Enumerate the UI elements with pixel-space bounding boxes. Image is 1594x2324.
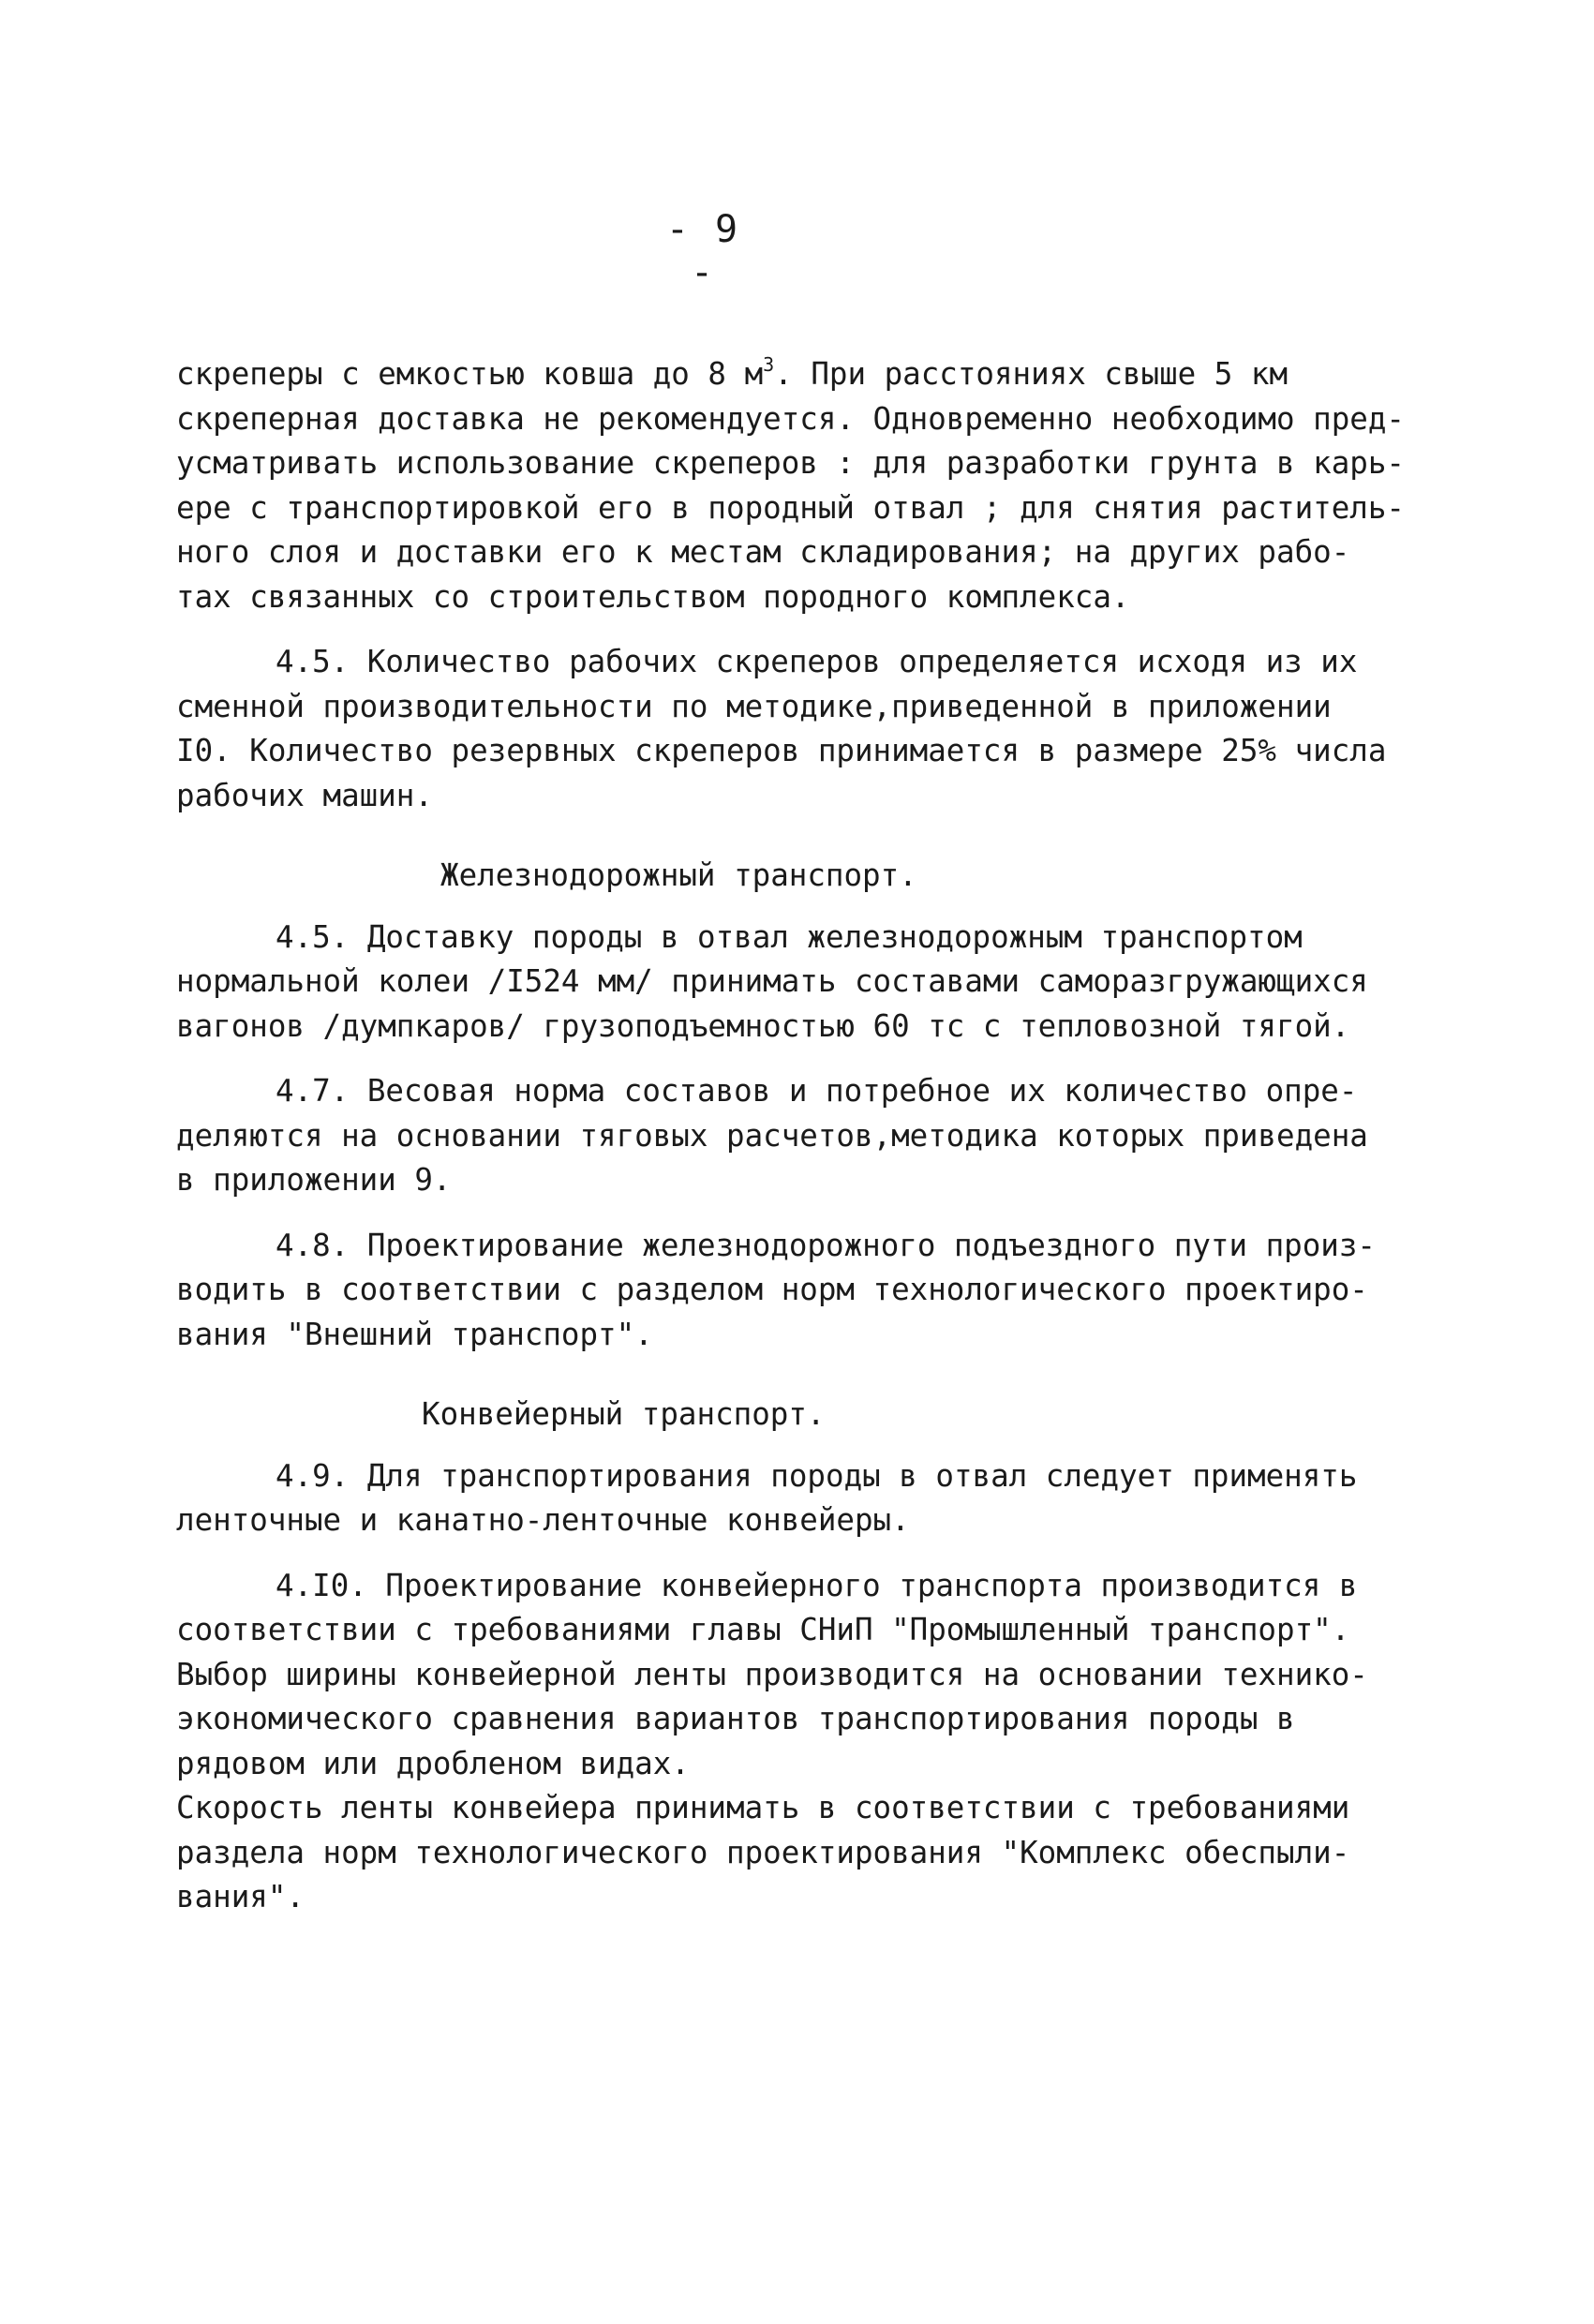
text-line: тах связанных со строительством породного комплекса. bbox=[176, 578, 1130, 615]
text-line: 4.5. Доставку породы в отвал железнодорожным транспортом bbox=[276, 918, 1303, 955]
text-line: экономического сравнения вариантов транспортирования породы в bbox=[176, 1701, 1295, 1736]
text-line: вагонов /думпкаров/ грузоподъемностью 60 тс с тепловозной тягой. bbox=[176, 1007, 1350, 1044]
text-fragment: скреперы с емкостью ковша до 8 м bbox=[176, 356, 764, 392]
page-number: - 9 - bbox=[665, 208, 740, 294]
paragraph-scrapers-capacity bbox=[176, 352, 1469, 619]
text-line: 4.9. Для транспортирования породы в отвал следует применять bbox=[276, 1457, 1358, 1494]
text-line: скреперная доставка не рекомендуется. Одновременно необходимо пред- bbox=[176, 400, 1405, 437]
document-body bbox=[176, 352, 1469, 1920]
paragraph-4-10-conveyor-design bbox=[176, 1564, 1469, 1920]
text-line: 4.7. Весовая норма составов и потребное их количество опре- bbox=[276, 1073, 1358, 1109]
section-spacer bbox=[176, 818, 1469, 854]
section-spacer bbox=[176, 1438, 1469, 1454]
text-line: ленточные и канатно-ленточные конвейеры. bbox=[176, 1502, 910, 1538]
paragraph-4-9-conveyor-types bbox=[176, 1454, 1469, 1543]
text-line: рабочих машин. bbox=[176, 777, 433, 813]
section-spacer bbox=[176, 899, 1469, 916]
text-line: в приложении 9. bbox=[176, 1162, 452, 1198]
text-line: вания "Внешний транспорт". bbox=[176, 1316, 653, 1352]
text-line: водить в соответствии с разделом норм технологического проектиро- bbox=[176, 1272, 1368, 1307]
paragraph-spacer bbox=[176, 1543, 1469, 1564]
paragraph-4-5-railway-delivery bbox=[176, 916, 1469, 1050]
text-line: вания". bbox=[176, 1879, 305, 1914]
text-line: I0. Количество резервных скреперов принимается в размере 25% числа bbox=[176, 733, 1387, 768]
text-line: Скорость ленты конвейера принимать в соответствии с требованиями bbox=[176, 1790, 1350, 1825]
paragraph-4-8-access-track bbox=[176, 1224, 1469, 1358]
text-line: соответствии с требованиями главы СНиП "Промышленный транспорт". bbox=[176, 1612, 1350, 1647]
text-line: ного слоя и доставки его к местам складирования; на других рабо- bbox=[176, 534, 1350, 570]
text-line: деляются на основании тяговых расчетов,методика которых приведена bbox=[176, 1117, 1368, 1154]
superscript-exponent: 3 bbox=[763, 353, 775, 376]
section-heading-conveyor: Конвейерный транспорт. bbox=[422, 1396, 826, 1432]
text-line: усматривать использование скреперов : для разработки грунта в карь- bbox=[176, 445, 1405, 481]
paragraph-spacer bbox=[176, 1203, 1469, 1224]
section-heading-railway: Железнодорожный транспорт. bbox=[440, 857, 917, 893]
text-line: сменной производительности по методике,приведенной в приложении bbox=[176, 688, 1332, 724]
text-line: 4.I0. Проектирование конвейерного транспорта производится в bbox=[276, 1567, 1358, 1603]
paragraph-4-7-weight-norm bbox=[176, 1069, 1469, 1203]
paragraph-spacer bbox=[176, 1049, 1469, 1069]
paragraph-4-5-scrapers-count bbox=[176, 640, 1469, 818]
text-line: раздела норм технологического проектирования "Комплекс обеспыли- bbox=[176, 1834, 1350, 1870]
text-line: Выбор ширины конвейерной ленты производится на основании технико- bbox=[176, 1656, 1368, 1692]
text-line: рядовом или дробленом видах. bbox=[176, 1745, 690, 1781]
text-line: нормальной колеи /I524 мм/ принимать составами саморазгружающихся bbox=[176, 963, 1368, 999]
text-fragment: . При расстояниях свыше 5 км bbox=[774, 356, 1289, 392]
text-line: ере с транспортировкой его в породный отвал ; для снятия раститель- bbox=[176, 489, 1405, 526]
section-spacer bbox=[176, 1357, 1469, 1393]
paragraph-spacer bbox=[176, 619, 1469, 640]
text-line: 4.5. Количество рабочих скреперов определяется исходя из их bbox=[276, 644, 1358, 679]
text-line: 4.8. Проектирование железнодорожного подъездного пути произ- bbox=[276, 1227, 1376, 1263]
text-line bbox=[176, 352, 1469, 397]
